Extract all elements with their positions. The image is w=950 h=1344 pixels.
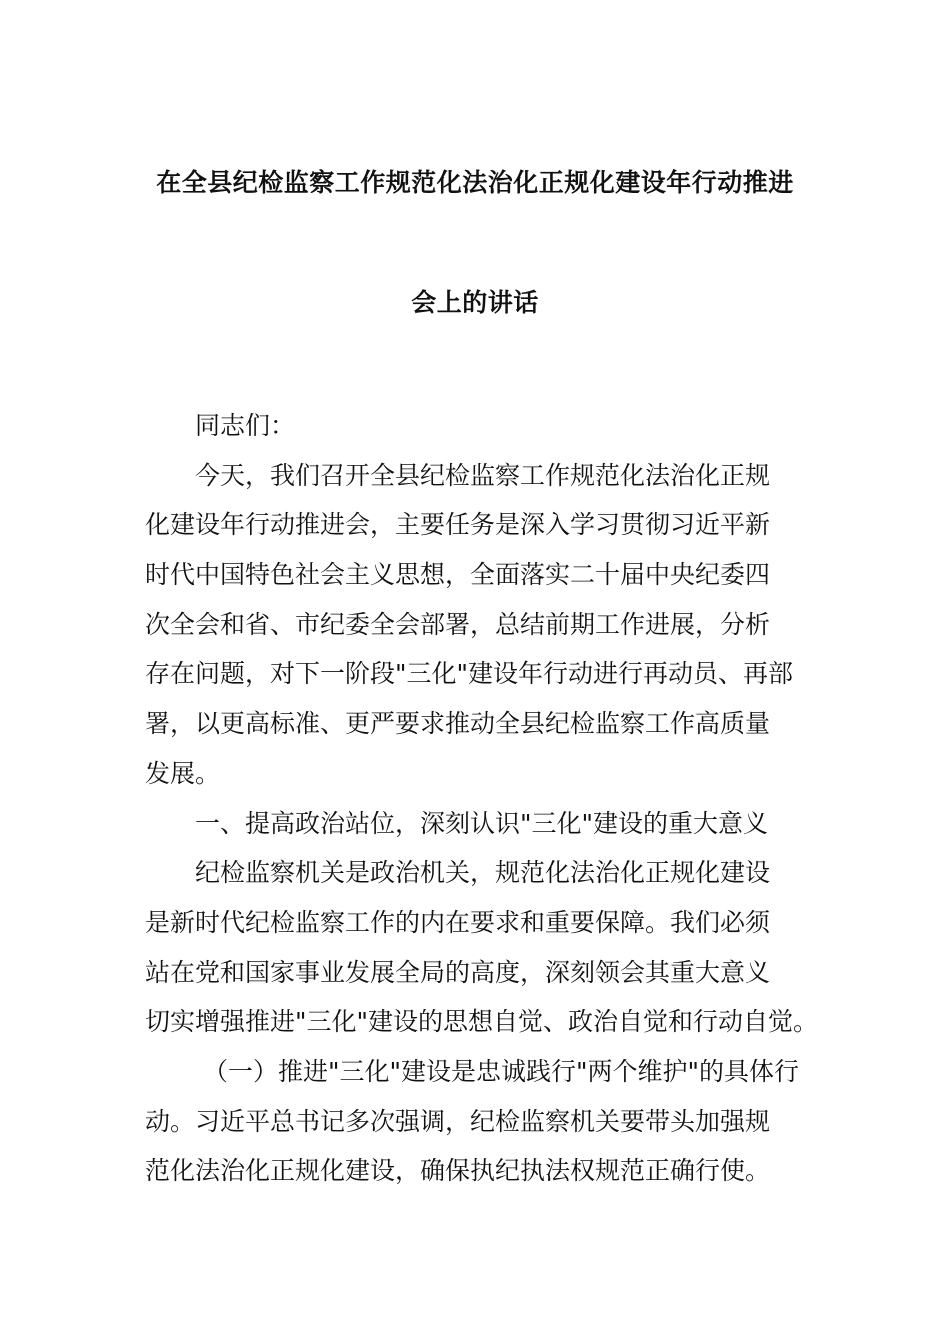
paragraph-2-line: 是新时代纪检监察工作的内在要求和重要保障。我们必须 <box>145 907 771 937</box>
paragraph-2-line: 纪检监察机关是政治机关，规范化法治化正规化建设 <box>195 858 771 888</box>
paragraph-1-line: 次全会和省、市纪委全会部署，总结前期工作进展，分析 <box>145 609 771 639</box>
paragraph-1-line: 化建设年行动推进会，主要任务是深入学习贯彻习近平新 <box>145 510 771 540</box>
speech-body <box>145 401 819 1196</box>
paragraph-1-line: 存在问题，对下一阶段"三化"建设年行动进行再动员、再部 <box>145 659 794 689</box>
title-line-2: 会上的讲话 <box>411 288 539 317</box>
section-heading-1: 一、提高政治站位，深刻认识"三化"建设的重大意义 <box>195 808 769 838</box>
paragraph-2-line: 站在党和国家事业发展全局的高度，深刻领会其重大意义 <box>145 957 771 987</box>
subsection-1-line: 范化法治化正规化建设，确保执纪执法权规范正确行使。 <box>145 1156 771 1186</box>
paragraph-1-line: 今天，我们召开全县纪检监察工作规范化法治化正规 <box>195 460 771 490</box>
salutation: 同志们： <box>195 411 296 440</box>
subsection-1-line: （一）推进"三化"建设是忠诚践行"两个维护"的具体行 <box>203 1056 799 1086</box>
paragraph-1-line: 时代中国特色社会主义思想，全面落实二十届中央纪委四 <box>145 560 771 590</box>
paragraph-1-line: 署，以更高标准、更严要求推动全县纪检监察工作高质量 <box>145 709 771 739</box>
paragraph-1-line: 发展。 <box>145 758 221 788</box>
subsection-1-line: 动。习近平总书记多次强调，纪检监察机关要带头加强规 <box>145 1106 771 1136</box>
title-line-1: 在全县纪检监察工作规范化法治化正规化建设年行动推进 <box>156 168 794 197</box>
paragraph-2-line: 切实增强推进"三化"建设的思想自觉、政治自觉和行动自觉。 <box>145 1007 819 1037</box>
